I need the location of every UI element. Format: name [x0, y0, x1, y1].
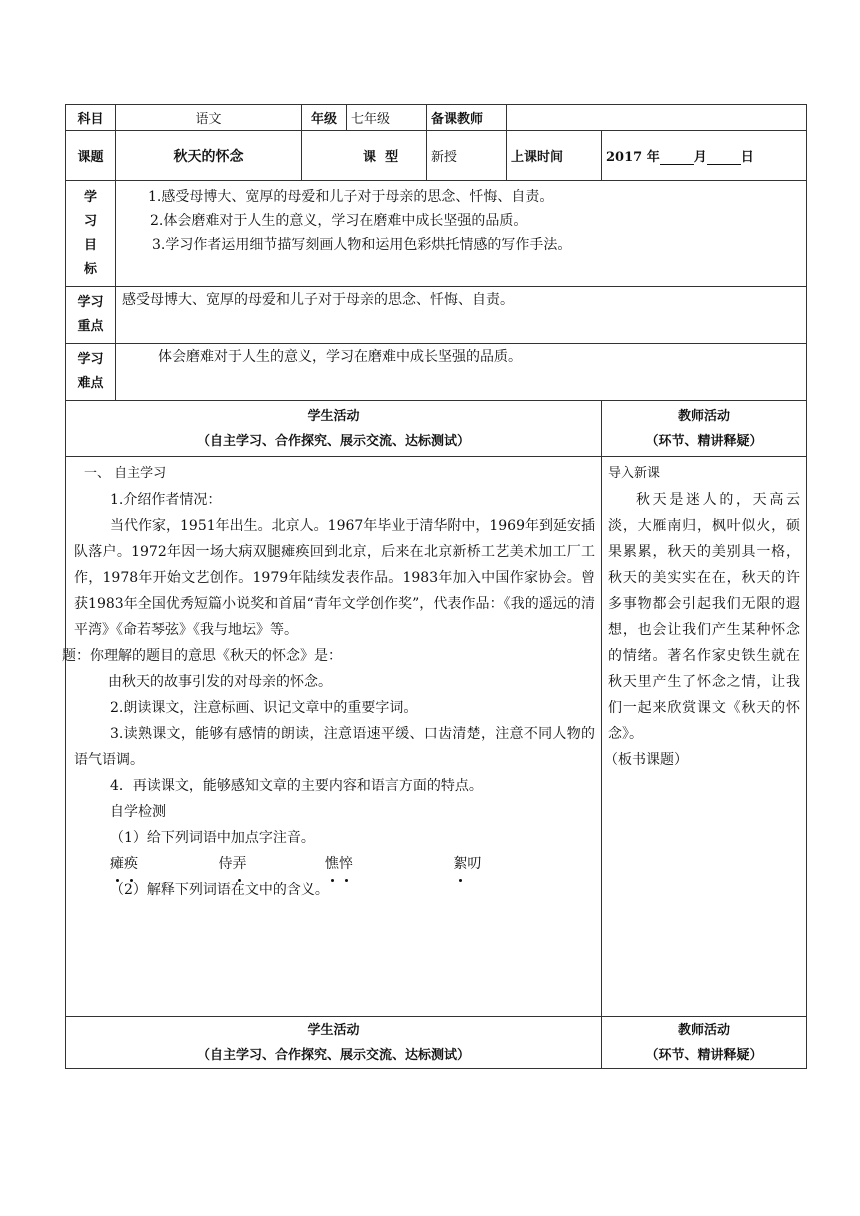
board-note: （板书课题） — [604, 752, 688, 768]
dotted-character: 悴 — [339, 851, 353, 877]
author-bio: 当代作家，1951年出生。北京人。1967年毕业于清华附中，1969年到延安插队落户。1972年因一场大病双腿瘫痪回到北京，后来在北京新桥工艺美术加工厂工作，1978年开始文艺创作。1979年陆续发表作品。1983年加入中国作家协会。曾获1983年全国优秀短篇小说奖和首届“青年文学创作奖”，代表作品：《我的遥远的清平湾》《命若琴弦》《我与地坛》等。 — [74, 518, 595, 638]
question-2: （2）解释下列词语在文中的含义。 — [110, 882, 329, 898]
objectives-content — [116, 181, 807, 287]
key-points-row — [66, 287, 807, 344]
teacher-label: 备课教师 — [427, 105, 507, 131]
teacher-footer-subtitle: （环节、精讲释疑） — [645, 1047, 763, 1063]
section-heading: 一、 自主学习 — [84, 466, 167, 481]
objectives-row — [66, 181, 807, 287]
objectives-label — [66, 181, 116, 287]
self-check-heading: 自学检测 — [110, 804, 166, 820]
objectives-label-char: 目 — [83, 237, 97, 253]
time-year: 2017 年 — [606, 150, 660, 165]
student-footer-title: 学生活动 — [307, 1022, 360, 1038]
activity-footer-row — [66, 1017, 807, 1069]
subject-label: 科目 — [66, 105, 116, 131]
activity-header-row — [66, 401, 807, 457]
difficulties-row — [66, 344, 807, 401]
word-item: 侍弄 — [218, 851, 320, 877]
teacher-value — [507, 105, 807, 131]
key-points-text: 感受母博大、宽厚的母爱和儿子对于母亲的思念、忏悔、自责。 — [116, 287, 807, 344]
topic-label: 课题 — [66, 131, 116, 181]
word-item: 絮叨 — [453, 851, 481, 877]
objective-item: 1.感受母博大、宽厚的母爱和儿子对于母亲的思念、忏悔、自责。 — [148, 189, 554, 205]
type-label — [302, 131, 427, 181]
key-points-label — [66, 287, 116, 344]
title-answer: 由秋天的故事引发的对母亲的怀念。 — [108, 674, 332, 690]
dotted-character: 弄 — [232, 851, 246, 877]
dotted-character: 憔 — [325, 851, 339, 877]
objectives-label-char: 标 — [83, 261, 97, 277]
student-activity-content — [62, 457, 602, 1017]
student-activity-title: 学生活动 — [307, 408, 360, 424]
difficulties-label-line: 难点 — [77, 376, 104, 391]
intro-heading: 1.介绍作者情况： — [110, 492, 222, 508]
word-item — [325, 851, 449, 877]
objectives-label-char: 学 — [83, 189, 97, 205]
objective-item: 2.体会磨难对于人生的意义，学习在磨难中成长坚强的品质。 — [150, 213, 528, 229]
student-footer-subtitle: （自主学习、合作探究、展示交流、达标测试） — [196, 1047, 470, 1063]
info-row-2 — [66, 131, 807, 181]
day-blank — [707, 152, 741, 165]
question-1: （1）给下列词语中加点字注音。 — [110, 830, 315, 846]
difficulties-text: 体会磨难对于人生的意义，学习在磨难中成长坚强的品质。 — [116, 344, 807, 401]
key-points-label-line: 学习 — [77, 295, 104, 310]
student-activity-subtitle: （自主学习、合作探究、展示交流、达标测试） — [196, 433, 470, 449]
step-3: 3.读熟课文，能够有感情的朗读，注意语速平缓、口齿清楚，注意不同人物的语气语调。 — [74, 726, 595, 768]
lesson-plan-table — [62, 104, 807, 1069]
info-row-1 — [66, 105, 807, 131]
title-question: 题：你理解的题目的意思《秋天的怀念》是： — [62, 648, 342, 664]
student-activity-footer — [66, 1017, 602, 1069]
teacher-activity-title: 教师活动 — [677, 408, 730, 424]
dotted-character: 瘫 — [110, 851, 124, 877]
teacher-footer-title: 教师活动 — [677, 1022, 730, 1038]
step-2: 2.朗读课文，注意标画、识记文章中的重要字词。 — [110, 700, 418, 716]
time-value — [602, 131, 807, 181]
word-item — [110, 851, 214, 877]
dotted-character: 絮 — [453, 851, 467, 877]
pinyin-word-list — [74, 851, 595, 877]
difficulties-label — [66, 344, 116, 401]
subject-value: 语文 — [116, 105, 302, 131]
lesson-plan-document — [62, 104, 806, 1069]
grade-label: 年级 — [302, 105, 347, 131]
type-label-text: 课 型 — [363, 150, 399, 165]
teacher-activity-footer — [602, 1017, 807, 1069]
activity-content-row — [66, 457, 807, 1017]
difficulties-label-line: 学习 — [77, 352, 104, 367]
student-activity-header — [66, 401, 602, 457]
objective-item: 3.学习作者运用细节描写刻画人物和运用色彩烘托情感的写作手法。 — [152, 237, 572, 253]
time-month: 月 — [693, 150, 707, 165]
time-label: 上课时间 — [507, 131, 602, 181]
month-blank — [660, 152, 694, 165]
teacher-activity-content — [602, 457, 807, 1017]
step-4: 4．再读课文，能够感知文章的主要内容和语言方面的特点。 — [110, 778, 483, 794]
intro-lesson-text: 秋天是迷人的，天高云淡，大雁南归，枫叶似火，硕果累累，秋天的美别具一格，秋天的美实实在在，秋天的许多事物都会引起我们无限的遐想，也会让我们产生某种怀念的情绪。著名作家史铁生就在秋天里产生了怀念之情，让我们一起来欣赏课文《秋天的怀念》。 — [608, 492, 800, 742]
intro-lesson-heading: 导入新课 — [608, 466, 661, 481]
teacher-activity-subtitle: （环节、精讲释疑） — [645, 433, 763, 449]
key-points-label-line: 重点 — [77, 319, 104, 334]
teacher-activity-header — [602, 401, 807, 457]
time-day: 日 — [740, 150, 754, 165]
dotted-character: 痪 — [124, 851, 138, 877]
objectives-label-char: 习 — [83, 213, 97, 229]
topic-value: 秋天的怀念 — [116, 131, 302, 181]
type-value: 新授 — [427, 131, 507, 181]
grade-value: 七年级 — [347, 105, 427, 131]
